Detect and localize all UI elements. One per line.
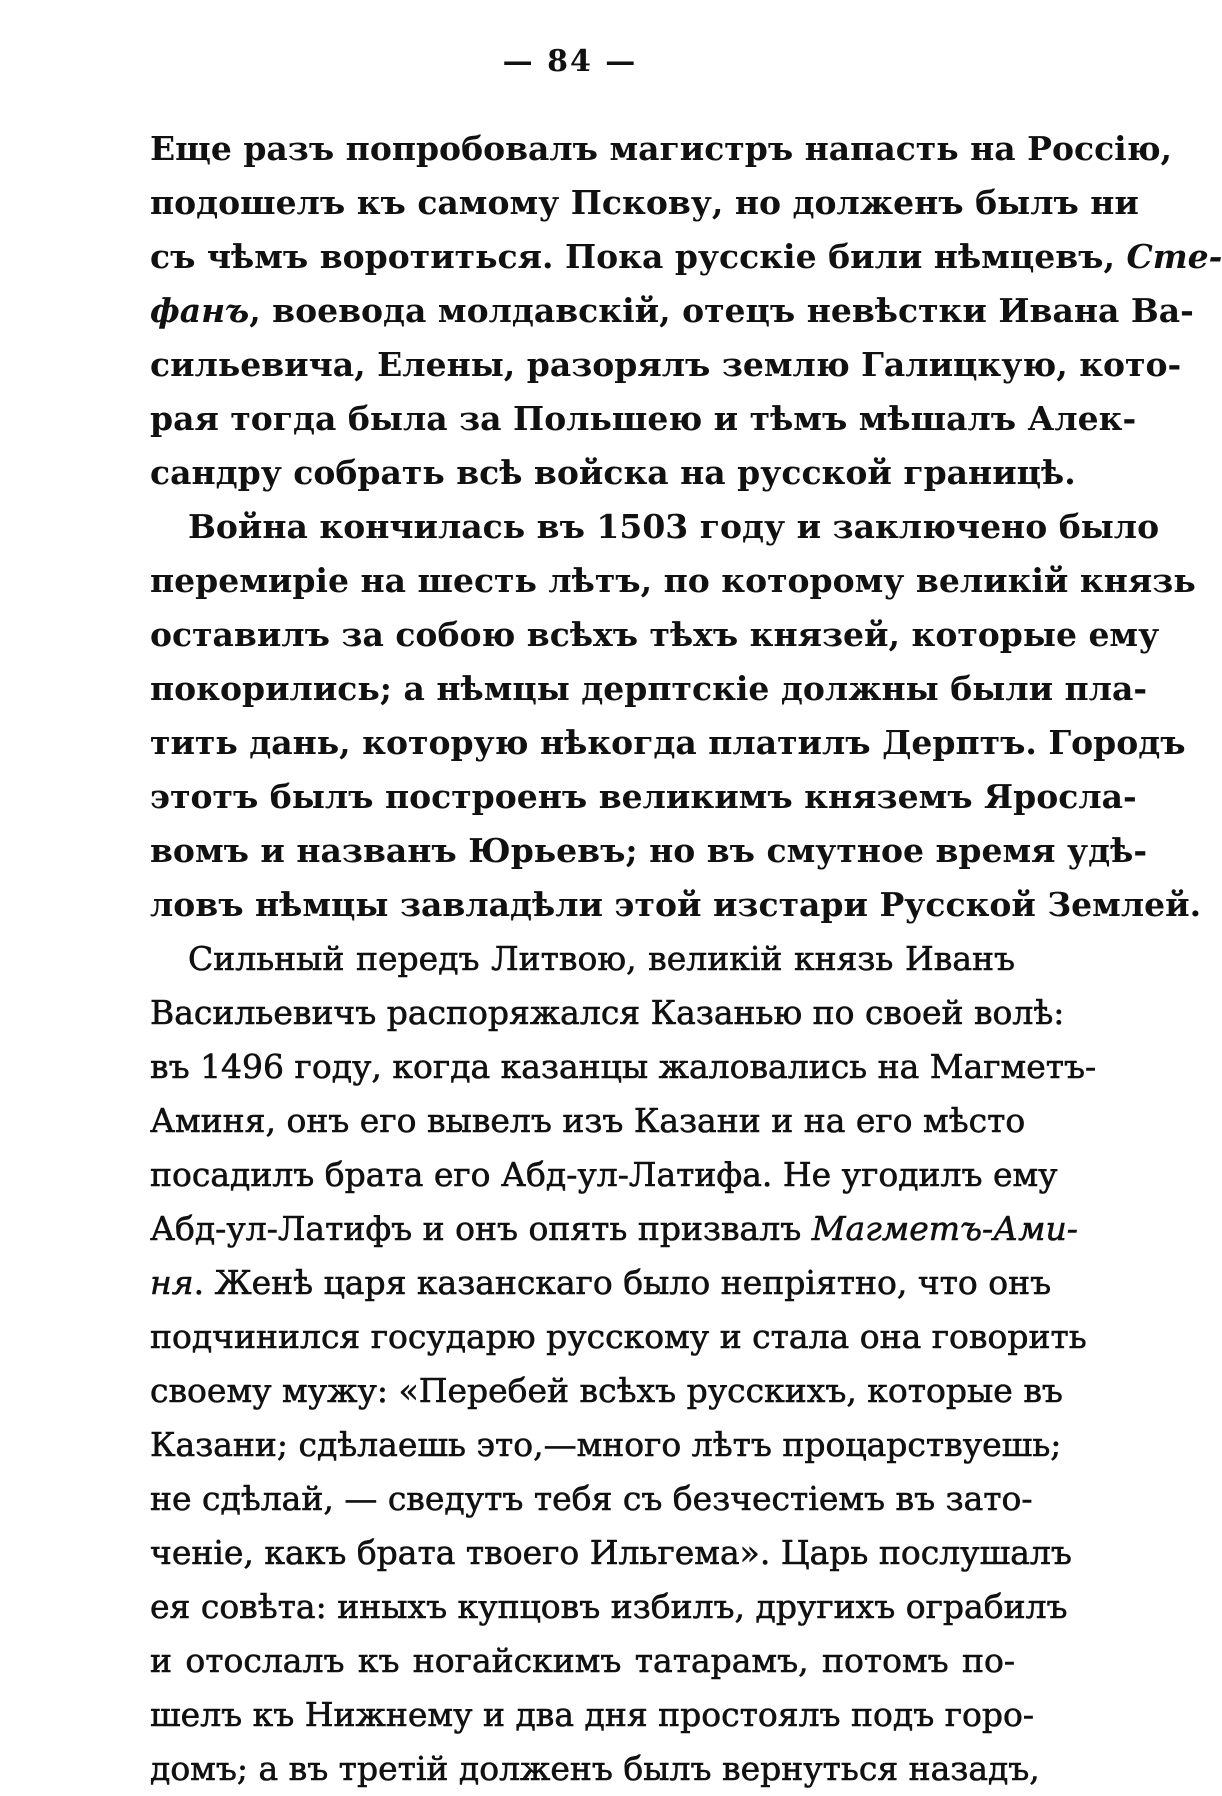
text-line: въ 1496 году, когда казанцы жаловались на Магметъ- bbox=[150, 1047, 1097, 1086]
text-line: ловъ нѣмцы завладѣли этой изстари Русской Землей. bbox=[150, 885, 1202, 924]
text-line: домъ; а въ третій долженъ былъ вернуться назадъ, bbox=[150, 1749, 1040, 1788]
italic-name: Сте- bbox=[1126, 237, 1222, 276]
text-line: Казани; сдѣлаешь это,—много лѣтъ процарствуешь; bbox=[150, 1425, 1062, 1464]
text-line: ея совѣта: иныхъ купцовъ избилъ, другихъ ограбилъ bbox=[150, 1587, 1068, 1626]
text-line: съ чѣмъ воротиться. Пока русскіе били нѣмцевъ, Сте- bbox=[150, 237, 1222, 276]
text-line: покорились; а нѣмцы дерптскіе должны были пла- bbox=[150, 669, 1148, 708]
text-line: рая тогда была за Польшею и тѣмъ мѣшалъ Алек- bbox=[150, 399, 1137, 438]
text-line: Абд-ул-Латифъ и онъ опять призвалъ Магметъ-Ами- bbox=[150, 1209, 1078, 1248]
text-line: Сильный передъ Литвою, великій князь Иванъ bbox=[188, 939, 1015, 978]
text-line: ня. Женѣ царя казанскаго было непріятно, что онъ bbox=[150, 1263, 1052, 1302]
text-line: Аминя, онъ его вывелъ изъ Казани и на его мѣсто bbox=[150, 1101, 1026, 1140]
italic-name: Магметъ-Ами- bbox=[811, 1209, 1078, 1248]
text-line: Война кончилась въ 1503 году и заключено было bbox=[188, 507, 1160, 546]
text-line: не сдѣлай, — сведутъ тебя съ безчестіемъ въ зато- bbox=[150, 1479, 1033, 1518]
paragraph-1 bbox=[150, 122, 1222, 500]
paragraph-3 bbox=[150, 932, 1097, 1796]
italic-name: фанъ bbox=[150, 291, 250, 330]
text-line: подчинился государю русскому и стала она говорить bbox=[150, 1317, 1087, 1356]
text-line: Еще разъ попробовалъ магистръ напасть на Россію, bbox=[150, 129, 1173, 168]
text-line: фанъ, воевода молдавскій, отецъ невѣстки Ивана Ва- bbox=[150, 291, 1194, 330]
text-line: подошелъ къ самому Пскову, но долженъ былъ ни bbox=[150, 183, 1139, 222]
text-line: вомъ и названъ Юрьевъ; но въ смутное время удѣ- bbox=[150, 831, 1148, 870]
text-line: ченіе, какъ брата твоего Ильгема». Царь послушалъ bbox=[150, 1533, 1072, 1572]
page-number: — 84 — bbox=[502, 44, 638, 79]
text-line: и отослалъ къ ногайскимъ татарамъ, потомъ по- bbox=[150, 1641, 1015, 1680]
text-line: перемиріе на шесть лѣтъ, по которому великій князь bbox=[150, 561, 1196, 600]
paragraph-2 bbox=[150, 500, 1202, 932]
text-line: посадилъ брата его Абд-ул-Латифа. Не угодилъ ему bbox=[150, 1155, 1058, 1194]
text-line: сильевича, Елены, разорялъ землю Галицкую, кото- bbox=[150, 345, 1182, 384]
text-line: шелъ къ Нижнему и два дня простоялъ подъ горо- bbox=[150, 1695, 1034, 1734]
text-line: Васильевичъ распоряжался Казанью по своей волѣ: bbox=[150, 993, 1065, 1032]
body-text bbox=[150, 122, 1222, 1796]
text-line: сандру собрать всѣ войска на русской границѣ. bbox=[150, 453, 1076, 492]
text-line: тить дань, которую нѣкогда платилъ Дерптъ. Городъ bbox=[150, 723, 1186, 762]
text-line: своему мужу: «Перебей всѣхъ русскихъ, которые въ bbox=[150, 1371, 1063, 1410]
text-line: оставилъ за собою всѣхъ тѣхъ князей, которые ему bbox=[150, 615, 1160, 654]
italic-name: ня bbox=[150, 1263, 194, 1302]
text-line: этотъ былъ построенъ великимъ княземъ Яросла- bbox=[150, 777, 1137, 816]
